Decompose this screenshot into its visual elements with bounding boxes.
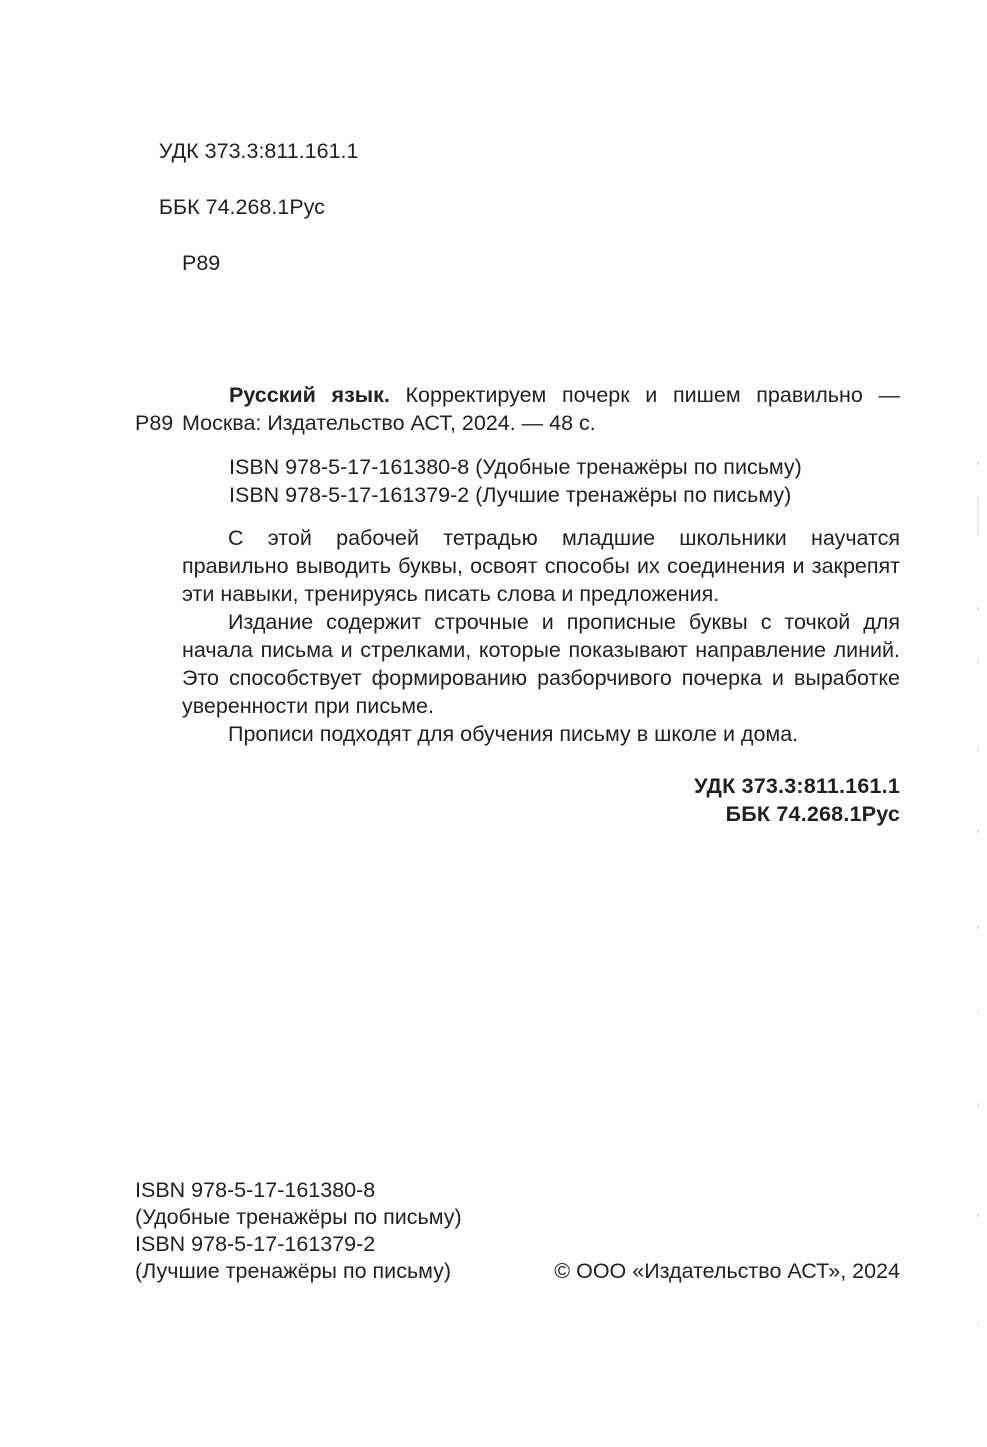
footer-isbn-list (135, 1177, 900, 1258)
annotation-paragraph-1: С этой рабочей тетрадью младшие школьники научатся правильно выводить буквы, освоят способы их соединения и закрепят эти навыки, тренируясь писать слова и предложения. (182, 526, 900, 606)
udk-code-bold: УДК 373.3:811.161.1 (694, 774, 900, 798)
footer-series-2: (Лучшие тренажёры по письму) (135, 1259, 452, 1283)
scan-artifact (977, 1010, 979, 1015)
bbk-code-top: ББК 74.268.1Рус (158, 195, 325, 219)
footer-isbn-1: ISBN 978-5-17-161380-8 (135, 1178, 376, 1202)
annotation-paragraph-3: Прописи подходят для обучения письму в школе и дома. (228, 722, 799, 746)
annotation-paragraph-2: Издание содержит строчные и прописные буквы с точкой для начала письма и стрелками, которые показывают направление линий. Это способствует формированию разборчивого почерка и выработке уверенности при письме. (182, 610, 900, 718)
scan-artifact (977, 829, 979, 834)
scan-artifact (977, 1213, 979, 1218)
record-description-text (135, 382, 900, 437)
footer-series-1: (Удобные тренажёры по письму) (135, 1205, 462, 1229)
record-description-block (135, 382, 900, 437)
scan-artifact (977, 659, 979, 664)
bbk-code-bold: ББК 74.268.1Рус (725, 802, 900, 826)
scan-artifact (977, 1103, 979, 1108)
udk-code-top: УДК 373.3:811.161.1 (158, 139, 359, 163)
scan-artifact (977, 461, 979, 466)
classification-block-bold (400, 772, 900, 828)
copyright-notice: © ООО «Издательство АСТ», 2024 (554, 1259, 900, 1283)
record-imprint: Корректируем почерк и пишем правильно — Москва: Издательство АСТ, 2024. — 48 с. (182, 383, 900, 435)
scan-artifact (977, 747, 979, 752)
classification-block-top (135, 109, 359, 333)
footer-last-row (135, 1258, 900, 1285)
record-title: Русский язык. (229, 383, 390, 407)
footer-block (135, 1177, 900, 1285)
bibliographic-record (135, 382, 900, 509)
footer-isbn-2: ISBN 978-5-17-161379-2 (135, 1232, 376, 1256)
record-isbn-2: ISBN 978-5-17-161379-2 (Лучшие тренажёры по письму) (229, 483, 792, 507)
scan-artifact (977, 1322, 979, 1327)
sigla-top: Р89 (182, 251, 221, 275)
record-isbn-list (135, 453, 900, 509)
record-sigla: Р89 (135, 410, 174, 435)
scan-artifact (977, 925, 979, 930)
annotation-block (182, 524, 900, 748)
scan-artifact (977, 606, 979, 611)
scan-artifact (977, 497, 979, 535)
record-isbn-1: ISBN 978-5-17-161380-8 (Удобные тренажёры по письму) (229, 455, 802, 479)
